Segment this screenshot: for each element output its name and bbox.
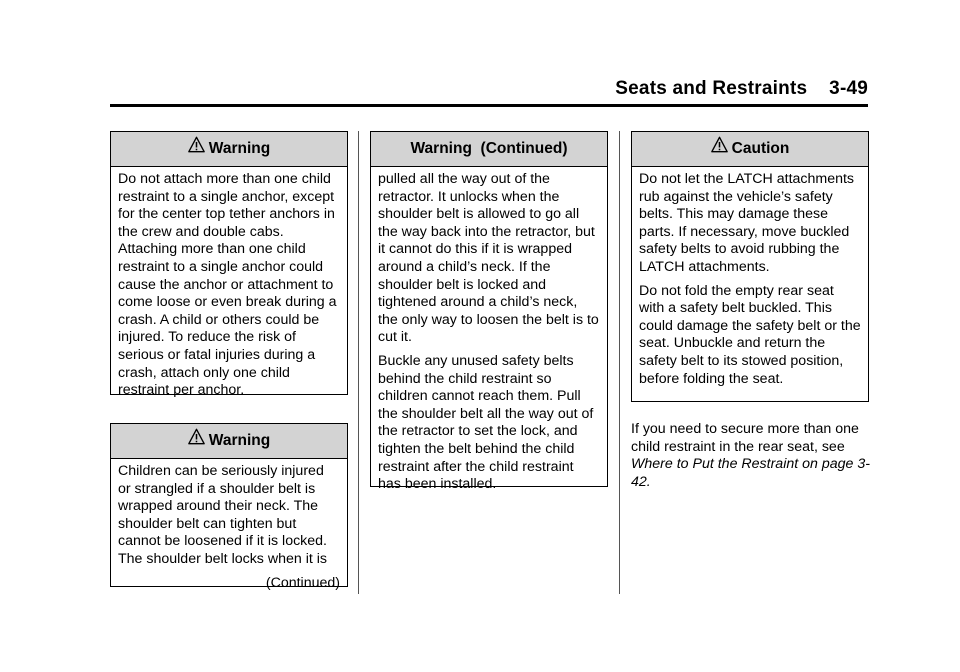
warning-box-1-title: Warning: [208, 140, 271, 157]
warning-continued-title: Warning (Continued): [410, 140, 568, 157]
warning-box-1-header: [111, 132, 347, 167]
warning-box-1-body: [111, 167, 347, 406]
warning-continued-paragraph-2: Buckle any unused safety belts behind the child restraint so children cannot reach them. Pull the shoulder belt all the way out of the retractor to set the lock, and tighten the belt behind the child restraint after the child restraint has been installed.: [378, 352, 594, 493]
body-paragraph: [631, 421, 871, 491]
warning-box-2-body: [111, 459, 347, 598]
warning-box-1-text: Do not attach more than one child restraint to a single anchor, except for the center top tether anchors in the crew and double cabs. Attaching more than one child restraint to a single anchor could cause the anchor or attachment to come loose or even break during a crash. A child or others could be injured. To reduce the risk of serious or fatal injuries during a crash, attach only one child restraint per anchor.: [118, 171, 337, 399]
caution-triangle-icon: [711, 136, 728, 153]
warning-continued-box: [370, 131, 608, 493]
caution-box: [631, 131, 869, 402]
warning-box-2: [110, 423, 348, 591]
body-text: If you need to secure more than one child restraint in the rear seat, see: [631, 421, 859, 455]
warning-continued-paragraph-1: pulled all the way out of the retractor. It unlocks when the shoulder belt is allowed to go all the way back into the retractor, but it cannot do this if it is wrapped around a child’s neck. If the shoulder belt is locked and tightened around a child’s neck, the only way to loosen the belt is to cut it.: [378, 171, 599, 346]
warning-box-2-header: [111, 424, 347, 459]
warning-box-2-text: Children can be seriously injured or strangled if a shoulder belt is wrapped around their neck. The shoulder belt can tighten but cannot be loosened if it is locked. The shoulder belt locks when it is: [118, 463, 328, 567]
continued-label: (Continued): [265, 574, 340, 591]
caution-box-header: [632, 132, 868, 167]
warning-box-2-title: Warning: [208, 432, 271, 449]
warning-continued-header: [371, 132, 607, 167]
header-rule: [110, 104, 868, 107]
caution-paragraph-1: Do not let the LATCH attachments rub against the vehicle’s safety belts. This may damage these parts. If necessary, move buckled safety belts to avoid rubbing the LATCH attachments.: [639, 171, 855, 275]
column-divider-2: [619, 131, 620, 594]
header-title-and-page: [615, 78, 868, 100]
caution-paragraph-2: Do not fold the empty rear seat with a safety belt buckled. This could damage the safety belt or the seat. Unbuckle and return the safety belt to its stowed position, before folding the seat.: [639, 282, 861, 387]
caution-box-title: Caution: [731, 140, 790, 157]
section-title: Seats and Restraints: [615, 78, 808, 99]
warning-triangle-icon: [188, 136, 205, 153]
warning-triangle-icon: [188, 428, 205, 445]
column-divider-1: [358, 131, 359, 594]
caution-box-body: [632, 167, 868, 394]
page-number: 3-49: [829, 78, 868, 99]
warning-continued-body: [371, 167, 607, 500]
cross-reference-link[interactable]: Where to Put the Restraint on page 3-42.: [631, 456, 870, 490]
warning-box-1: [110, 131, 348, 399]
